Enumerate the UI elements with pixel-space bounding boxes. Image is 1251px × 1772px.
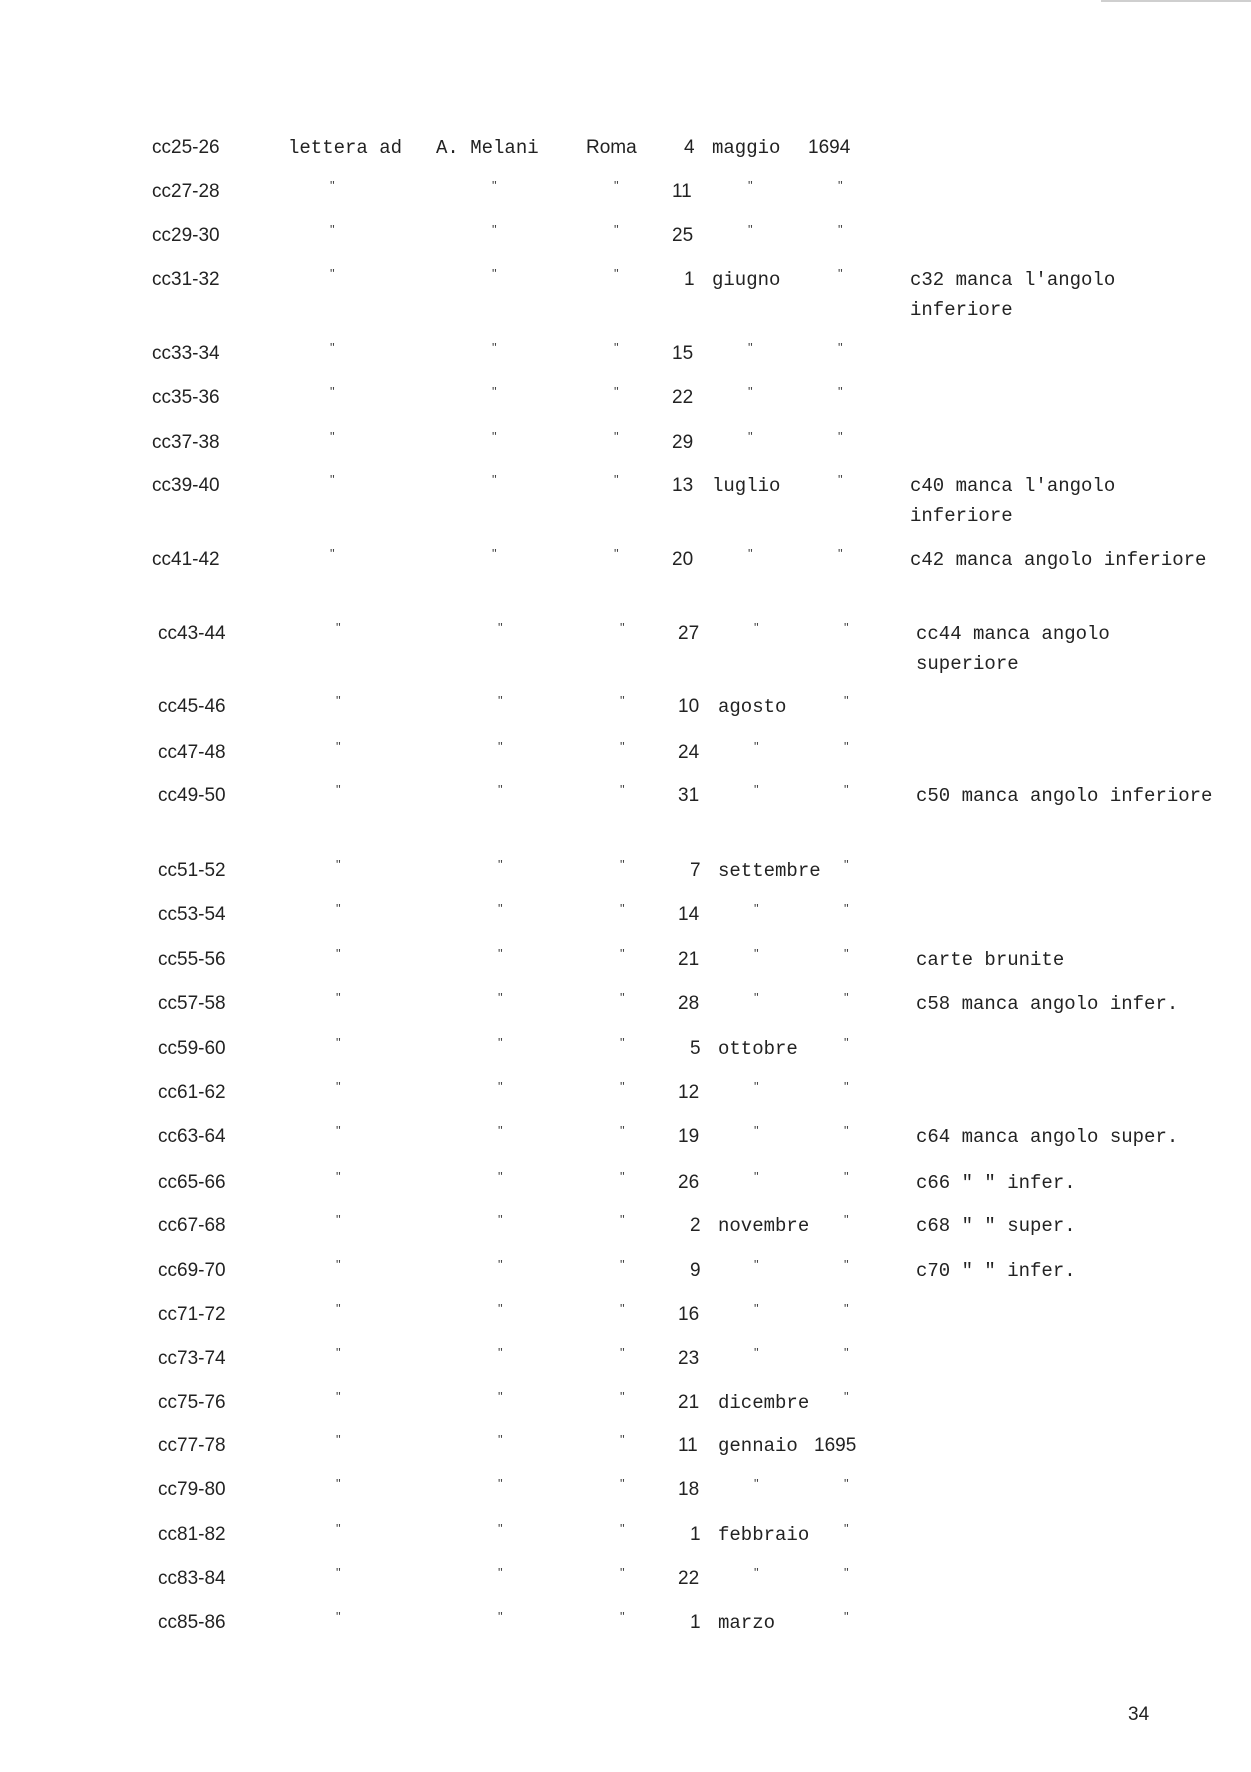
month: ": [754, 1257, 759, 1272]
day: 1: [684, 269, 695, 290]
year: ": [838, 472, 843, 487]
letter-row: [0, 223, 1251, 249]
place: ": [620, 1123, 625, 1138]
year: ": [844, 1123, 849, 1138]
day: 21: [678, 949, 700, 970]
carte-range: cc35-36: [152, 387, 220, 408]
recipient: ": [492, 546, 497, 561]
day: 19: [678, 1126, 700, 1147]
year: ": [844, 1301, 849, 1316]
recipient: ": [492, 384, 497, 399]
recipient: ": [498, 1389, 503, 1404]
recipient: ": [498, 1521, 503, 1536]
month: ": [754, 901, 759, 916]
letter-type: ": [336, 739, 341, 754]
recipient: ": [498, 1169, 503, 1184]
letter-row: [0, 947, 1251, 973]
year: ": [844, 1212, 849, 1227]
letter-type: ": [330, 266, 335, 281]
place: ": [620, 1609, 625, 1624]
day: 13: [672, 475, 694, 496]
year: ": [838, 222, 843, 237]
letter-type: ": [330, 178, 335, 193]
letter-type: ": [336, 1609, 341, 1624]
year: 1694: [808, 137, 851, 158]
year: ": [844, 1389, 849, 1404]
month: maggio: [712, 137, 781, 159]
day: 16: [678, 1304, 700, 1325]
carte-range: cc39-40: [152, 475, 220, 496]
place: ": [620, 1257, 625, 1272]
month: ": [754, 946, 759, 961]
carte-range: cc47-48: [158, 742, 226, 763]
month: settembre: [718, 860, 821, 882]
letter-type: ": [336, 1432, 341, 1447]
month: dicembre: [718, 1392, 810, 1414]
year: ": [838, 546, 843, 561]
letter-row: [0, 1124, 1251, 1150]
year: ": [844, 1169, 849, 1184]
month: ": [748, 546, 753, 561]
letter-type: ": [336, 1521, 341, 1536]
recipient: ": [498, 782, 503, 797]
month: novembre: [718, 1215, 810, 1237]
year: ": [844, 857, 849, 872]
recipient: ": [498, 1609, 503, 1624]
place: ": [614, 178, 619, 193]
letter-type: ": [330, 222, 335, 237]
month: ": [754, 1345, 759, 1360]
letter-type: ": [330, 472, 335, 487]
letter-row: [0, 858, 1251, 884]
carte-range: cc61-62: [158, 1082, 226, 1103]
place: ": [620, 857, 625, 872]
letter-row: [0, 1610, 1251, 1636]
year: ": [844, 1079, 849, 1094]
place: ": [620, 946, 625, 961]
recipient: ": [498, 857, 503, 872]
place: ": [620, 1345, 625, 1360]
letter-row: [0, 1477, 1251, 1503]
place: ": [620, 1035, 625, 1050]
carte-range: cc65-66: [158, 1172, 226, 1193]
letter-row: [0, 740, 1251, 766]
place: ": [620, 1521, 625, 1536]
year: ": [844, 1565, 849, 1580]
letter-row: [0, 385, 1251, 411]
year: ": [844, 1521, 849, 1536]
place: ": [614, 472, 619, 487]
letter-row: [0, 1433, 1251, 1459]
condition-note: c68 " " super.: [916, 1215, 1076, 1237]
carte-range: cc73-74: [158, 1348, 226, 1369]
carte-range: cc31-32: [152, 269, 220, 290]
recipient: ": [492, 429, 497, 444]
place: ": [620, 782, 625, 797]
condition-note: c50 manca angolo inferiore: [916, 785, 1213, 807]
letter-type: ": [336, 1476, 341, 1491]
recipient: ": [498, 693, 503, 708]
letter-row: [0, 1346, 1251, 1372]
carte-range: cc69-70: [158, 1260, 226, 1281]
year: ": [838, 266, 843, 281]
day: 1: [690, 1524, 701, 1545]
letter-row: [0, 135, 1251, 161]
letter-type: ": [336, 1565, 341, 1580]
month: ": [754, 1079, 759, 1094]
letter-type: ": [336, 1169, 341, 1184]
place: ": [614, 340, 619, 355]
month: marzo: [718, 1612, 776, 1634]
recipient: ": [498, 990, 503, 1005]
day: 25: [672, 225, 694, 246]
year: ": [844, 1345, 849, 1360]
carte-range: cc41-42: [152, 549, 220, 570]
recipient: ": [498, 620, 503, 635]
condition-note: c32 manca l'angolo inferiore: [910, 269, 1116, 321]
letter-type: ": [336, 1035, 341, 1050]
letter-row: [0, 620, 1251, 675]
letter-type: ": [336, 1301, 341, 1316]
year: ": [844, 782, 849, 797]
recipient: ": [498, 1345, 503, 1360]
month: gennaio: [718, 1435, 798, 1457]
condition-note: carte brunite: [916, 949, 1065, 971]
letter-row: [0, 1566, 1251, 1592]
letter-row: [0, 991, 1251, 1017]
recipient: ": [498, 1565, 503, 1580]
day: 4: [684, 137, 695, 158]
month: luglio: [712, 475, 781, 497]
carte-range: cc37-38: [152, 432, 220, 453]
month: ": [754, 1301, 759, 1316]
letter-row: [0, 783, 1251, 809]
month: febbraio: [718, 1524, 810, 1546]
page-number: 34: [1128, 1704, 1150, 1725]
year: ": [844, 739, 849, 754]
day: 9: [690, 1260, 701, 1281]
scan-edge-rule: [1101, 0, 1251, 2]
letter-row: [0, 1258, 1251, 1284]
letter-row: [0, 547, 1251, 573]
carte-range: cc75-76: [158, 1392, 226, 1413]
day: 31: [678, 785, 700, 806]
recipient: ": [498, 946, 503, 961]
day: 27: [678, 623, 700, 644]
day: 28: [678, 993, 700, 1014]
place: ": [614, 266, 619, 281]
letter-row: [0, 1170, 1251, 1196]
day: 14: [678, 904, 700, 925]
day: 21: [678, 1392, 700, 1413]
letter-type: ": [330, 429, 335, 444]
letter-row: [0, 472, 1251, 527]
letter-row: [0, 1036, 1251, 1062]
place: ": [620, 620, 625, 635]
place: ": [620, 1301, 625, 1316]
month: ": [754, 739, 759, 754]
month: ": [754, 782, 759, 797]
recipient: ": [498, 1123, 503, 1138]
letter-type: ": [336, 1123, 341, 1138]
month: agosto: [718, 696, 787, 718]
place: ": [620, 1079, 625, 1094]
letter-type: ": [336, 901, 341, 916]
recipient: ": [498, 1257, 503, 1272]
condition-note: c70 " " infer.: [916, 1260, 1076, 1282]
month: ": [748, 340, 753, 355]
place: ": [614, 546, 619, 561]
letter-row: [0, 179, 1251, 205]
letter-type: ": [336, 1345, 341, 1360]
letter-type: lettera ad: [288, 137, 403, 159]
recipient: ": [498, 1079, 503, 1094]
month: ": [748, 178, 753, 193]
carte-range: cc49-50: [158, 785, 226, 806]
year: ": [844, 901, 849, 916]
month: ": [754, 1123, 759, 1138]
month: ": [748, 384, 753, 399]
year: ": [844, 1035, 849, 1050]
condition-note: c58 manca angolo infer.: [916, 993, 1179, 1015]
carte-range: cc45-46: [158, 696, 226, 717]
carte-range: cc79-80: [158, 1479, 226, 1500]
month: giugno: [712, 269, 781, 291]
carte-range: cc29-30: [152, 225, 220, 246]
letter-type: ": [336, 990, 341, 1005]
recipient: ": [492, 266, 497, 281]
year: ": [844, 1609, 849, 1624]
condition-note: c40 manca l'angolo inferiore: [910, 475, 1116, 527]
day: 10: [678, 696, 700, 717]
year: ": [844, 1257, 849, 1272]
letter-row: [0, 1522, 1251, 1548]
recipient: ": [498, 739, 503, 754]
condition-note: c66 " " infer.: [916, 1172, 1076, 1194]
day: 22: [672, 387, 694, 408]
recipient: ": [498, 1212, 503, 1227]
place: ": [620, 1476, 625, 1491]
recipient: ": [498, 1035, 503, 1050]
place: ": [620, 990, 625, 1005]
day: 11: [678, 1435, 698, 1456]
year: ": [844, 693, 849, 708]
recipient: ": [498, 1301, 503, 1316]
year: ": [844, 946, 849, 961]
month: ottobre: [718, 1038, 798, 1060]
recipient: ": [492, 340, 497, 355]
condition-note: c64 manca angolo super.: [916, 1126, 1179, 1148]
letter-row: [0, 430, 1251, 456]
carte-range: cc83-84: [158, 1568, 226, 1589]
year: ": [844, 620, 849, 635]
letter-type: ": [330, 546, 335, 561]
day: 23: [678, 1348, 700, 1369]
year: ": [844, 990, 849, 1005]
letter-type: ": [336, 1079, 341, 1094]
letter-type: ": [336, 1212, 341, 1227]
month: ": [748, 222, 753, 237]
place: ": [614, 222, 619, 237]
year: ": [838, 384, 843, 399]
carte-range: cc43-44: [158, 623, 226, 644]
place: ": [620, 693, 625, 708]
carte-range: cc77-78: [158, 1435, 226, 1456]
place: ": [620, 739, 625, 754]
letter-type: ": [336, 1389, 341, 1404]
letter-row: [0, 1390, 1251, 1416]
recipient: ": [498, 901, 503, 916]
letter-type: ": [336, 693, 341, 708]
carte-range: cc63-64: [158, 1126, 226, 1147]
carte-range: cc53-54: [158, 904, 226, 925]
letter-row: [0, 1302, 1251, 1328]
place: ": [620, 1169, 625, 1184]
day: 1: [690, 1612, 701, 1633]
month: ": [748, 429, 753, 444]
month: ": [754, 990, 759, 1005]
letter-row: [0, 341, 1251, 367]
letter-type: ": [336, 857, 341, 872]
day: 12: [678, 1082, 700, 1103]
year: ": [844, 1476, 849, 1491]
place: ": [614, 384, 619, 399]
place: ": [620, 1432, 625, 1447]
letter-type: ": [336, 1257, 341, 1272]
letter-row: [0, 266, 1251, 321]
month: ": [754, 1476, 759, 1491]
day: 18: [678, 1479, 700, 1500]
carte-range: cc59-60: [158, 1038, 226, 1059]
letter-row: [0, 902, 1251, 928]
month: ": [754, 1169, 759, 1184]
day: 26: [678, 1172, 700, 1193]
recipient: ": [498, 1432, 503, 1447]
place: ": [614, 429, 619, 444]
recipient: ": [498, 1476, 503, 1491]
recipient: ": [492, 222, 497, 237]
place: ": [620, 1389, 625, 1404]
letter-type: ": [336, 620, 341, 635]
carte-range: cc71-72: [158, 1304, 226, 1325]
carte-range: cc27-28: [152, 181, 220, 202]
letter-type: ": [336, 946, 341, 961]
condition-note: cc44 manca angolo superiore: [916, 623, 1110, 675]
letter-row: [0, 1213, 1251, 1239]
letter-row: [0, 694, 1251, 720]
day: 2: [690, 1215, 701, 1236]
place: ": [620, 901, 625, 916]
day: 7: [690, 860, 701, 881]
letter-type: ": [330, 384, 335, 399]
year: ": [838, 340, 843, 355]
day: 5: [690, 1038, 701, 1059]
year: 1695: [814, 1435, 857, 1456]
carte-range: cc57-58: [158, 993, 226, 1014]
carte-range: cc81-82: [158, 1524, 226, 1545]
year: ": [838, 178, 843, 193]
year: ": [838, 429, 843, 444]
letter-type: ": [330, 340, 335, 355]
place: ": [620, 1212, 625, 1227]
recipient: ": [492, 178, 497, 193]
carte-range: cc25-26: [152, 137, 220, 158]
carte-range: cc55-56: [158, 949, 226, 970]
day: 24: [678, 742, 700, 763]
month: ": [754, 620, 759, 635]
carte-range: cc51-52: [158, 860, 226, 881]
day: 20: [672, 549, 694, 570]
month: ": [754, 1565, 759, 1580]
recipient: ": [492, 472, 497, 487]
recipient: A. Melani: [436, 137, 539, 159]
day: 11: [672, 181, 692, 202]
letter-type: ": [336, 782, 341, 797]
carte-range: cc85-86: [158, 1612, 226, 1633]
day: 29: [672, 432, 694, 453]
day: 22: [678, 1568, 700, 1589]
condition-note: c42 manca angolo inferiore: [910, 549, 1207, 571]
carte-range: cc67-68: [158, 1215, 226, 1236]
day: 15: [672, 343, 694, 364]
letter-row: [0, 1080, 1251, 1106]
place: Roma: [586, 137, 637, 158]
carte-range: cc33-34: [152, 343, 220, 364]
place: ": [620, 1565, 625, 1580]
